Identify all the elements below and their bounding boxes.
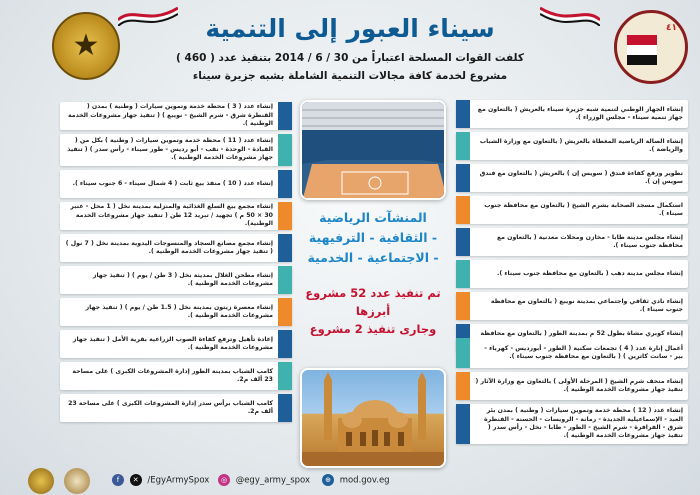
mosque-illustration: [302, 370, 446, 468]
item-tab: [456, 132, 470, 160]
item-tab: [456, 260, 470, 288]
list-item: [60, 362, 292, 390]
list-item: [456, 100, 688, 128]
item-tab: [278, 330, 292, 358]
item-tab: [456, 228, 470, 256]
egypt-flag-icon: [627, 35, 657, 65]
list-item-text: إنشاء الجهاز الوطني لتنمية شبه جزيرة سيناء بالعريش ( بالتعاون مع جهاز تنمية سيناء - مجلس الوزراء ).: [477, 105, 683, 121]
list-item-text: إنشاء مجمع بيع السلع الغذائية والمنزلية بمدينة نخل ( 1 محل - عنبر 30 × 50 م ) تجهيد / تبريد 12 طن ( تنفيذ جهاز مشروعات الخدمة الوطنية).: [70, 203, 273, 228]
flag-ribbon-icon: [118, 4, 178, 26]
item-tab: [278, 234, 292, 262]
list-item-text: أعمال إنارة عدد ( 4 ) تجمعات سكنية ( الطور - أبورديس - كهرباء - بير - سانت كاترين ) ( بالتعاون مع محافظة جنوب سيناء ).: [484, 344, 683, 360]
item-tab: [456, 372, 470, 400]
list-item: [456, 164, 688, 192]
item-tab: [456, 404, 470, 444]
item-tab: [456, 196, 470, 224]
list-item: [456, 260, 688, 288]
list-item: [60, 202, 292, 230]
list-item: [456, 338, 688, 368]
list-item: [60, 394, 292, 422]
list-item-text: إنشاء عدد ( 3 ) محطة خدمة وتموين سيارات ( وطنية ) بمدن ( القنطرة شرق - شرم الشيخ - نويبع ) ( تنفيذ جهاز مشروعات الخدمة الوطنية ).: [67, 103, 273, 128]
executed-count-text: تم تنفيذ عدد 52 مشروع أبرزها: [305, 286, 441, 318]
categories-line-1: المنشآت الرياضية: [319, 210, 427, 225]
list-item: [60, 102, 292, 130]
subtitle-line-1: كلفت القوات المسلحة اعتباراً من 30 / 6 / 2014 بتنفيذ عدد ( 460 ): [176, 52, 524, 64]
list-item-text: إنشاء عدد ( 10 ) منفذ بيع ثابت ( 4 شمال سيناء - 6 جنوب سيناء ).: [72, 179, 273, 187]
armed-forces-seal-icon: [28, 468, 54, 494]
instagram-link[interactable]: [218, 474, 310, 486]
categories-line-3: - الاجتماعية - الخدمية: [307, 250, 439, 265]
facebook-icon: f: [112, 474, 124, 486]
list-item: [60, 298, 292, 326]
list-item: [60, 266, 292, 294]
globe-icon: ⊕: [322, 474, 334, 486]
list-item-text: إنشاء مجلس مدينة طابا - مخازن ومحلات معدنية ( بالتعاون مع محافظة جنوب سيناء ).: [496, 233, 683, 249]
mosque-photo: [300, 368, 446, 468]
center-summary: [302, 208, 444, 358]
item-tab: [278, 202, 292, 230]
footer: [0, 468, 700, 495]
page-title: سيناء العبور إلى التنمية: [205, 14, 495, 43]
list-item: [60, 134, 292, 166]
list-item: [456, 196, 688, 224]
list-item-text: إنشاء عدد ( 11 ) محطة خدمة وتموين سيارات ( وطنية ) بكل من ( القبادة - الوحدة - نقب - أبو رديس - طور سيناء - رأس سدر ) ( تنفيذ جهاز مشروعات الخدمة الوطنية ).: [67, 137, 273, 162]
item-tab: [278, 134, 292, 166]
list-item-text: كامب الشباب برأس سدر إدارة المشروعات الكبرى ) على مساحة 23 ألف م2.: [68, 399, 273, 415]
website-url: mod.gov.eg: [339, 475, 390, 486]
list-item-text: إنشاء مجلس مدينة دهب ( بالتعاون مع محافظة جنوب سيناء ).: [496, 269, 683, 277]
x-twitter-icon: ✕: [130, 474, 142, 486]
sports-hall-photo: [300, 100, 446, 200]
instagram-icon: ◎: [218, 474, 230, 486]
list-item: [60, 330, 292, 358]
item-tab: [456, 164, 470, 192]
flag-ribbon-icon: [540, 4, 600, 26]
armed-forces-emblem-icon: ★: [52, 12, 120, 80]
twitter-handle: /EgyArmySpox: [147, 475, 210, 486]
list-item: [60, 170, 292, 198]
list-item: [456, 372, 688, 400]
ongoing-count-text: وجارى تنفيذ 2 مشروع: [309, 322, 437, 336]
list-item: [456, 132, 688, 160]
categories-line-2: - الثقافية - الترفيهية: [308, 230, 438, 245]
list-item-text: إنشاء عدد ( 12 ) محطة خدمة وتموين سيارات ( وطنية ) بمدن بئر العبد - الإسماعيلية الجديدة - رمانة - الرويسات - الحسنة - القنطرة شرق - الفرافرة - شرم الشيخ - الطور - طابا - نخل - رأس سدر ( تنفيذ جهاز مشروعات الخدمة الوطنية ).: [484, 407, 683, 440]
list-item-text: إنشاء مطحن الغلال بمدينة نخل ( 3 طن / يوم ) ( تنفيذ جهاز مشروعات الخدمة الوطنية ).: [92, 271, 273, 287]
item-tab: [278, 394, 292, 422]
list-item-text: إنشاء مجمع مصانع السجاد والمنسوجات اليدوية بمدينة نخل ( 7 نول ) ( تنفيذ جهاز مشروعات الخدمة الوطنية ).: [65, 239, 273, 255]
item-tab: [278, 362, 292, 390]
twitter-link[interactable]: [112, 474, 209, 486]
item-tab: [278, 102, 292, 130]
list-item-text: كامب الشباب بمدينة الطور إدارة المشروعات الكبرى ) على مساحة 23 ألف م2.: [72, 367, 273, 383]
list-item-text: إنشاء معصرة زيتون بمدينة نخل ( 1.5 طن / يوم ) ( تنفيذ جهاز مشروعات الخدمة الوطنية ).: [85, 303, 273, 319]
item-tab: [456, 338, 470, 368]
list-item-text: إنشاء الصالة الرياضية المغطاة بالعريش ( بالتعاون مع وزارة الشباب والرياضة ).: [479, 137, 683, 153]
list-item-text: إعادة تأهيل وترفع كفاءة الصوب الزراعية بقرية الأمل ( تنفيذ جهاز مشروعات الخدمة الوطنية ).: [72, 335, 273, 351]
item-tab: [278, 266, 292, 294]
spokesman-seal-icon: [64, 468, 90, 494]
item-tab: [456, 100, 470, 128]
list-item: [456, 404, 688, 444]
list-item-text: إنشاء نادي ثقافي واجتماعي بمدينة نويبع ( بالتعاون مع محافظة جنوب سيناء ).: [490, 297, 683, 313]
item-tab: [278, 170, 292, 198]
instagram-handle: @egy_army_spox: [235, 475, 311, 486]
list-item: [60, 234, 292, 262]
list-item: [456, 228, 688, 256]
item-tab: [456, 292, 470, 320]
website-link[interactable]: [322, 474, 390, 486]
list-item: [456, 292, 688, 320]
list-item-text: استكمال مسجد الصحابة بشرم الشيخ ( بالتعاون مع محافظة جنوب سيناء ).: [484, 201, 683, 217]
october-anniversary-emblem-icon: ٤١: [614, 10, 688, 84]
list-item-text: تطوير ورفع كفاءة فندق ( سويس إن ) بالعريش ( بالتعاون مع فندق سويس إن ).: [479, 169, 683, 185]
list-item-text: إنشاء كوبري مشاة بطول 52 م بمدينة الطور ( بالتعاون مع محافظة: [480, 329, 683, 337]
sports-hall-illustration: [302, 102, 446, 200]
header: [0, 0, 700, 92]
item-tab: [278, 298, 292, 326]
subtitle-line-2: مشروع لخدمة كافة مجالات التنمية الشاملة بشبه جزيرة سيناء: [192, 70, 508, 82]
list-item-text: إنشاء متحف شرم الشيخ ( المرحلة الأولى ) بالتعاون مع وزارة الآثار ( تنفيذ جهاز مشروعات الخدمة الوطنية ).: [475, 377, 683, 393]
